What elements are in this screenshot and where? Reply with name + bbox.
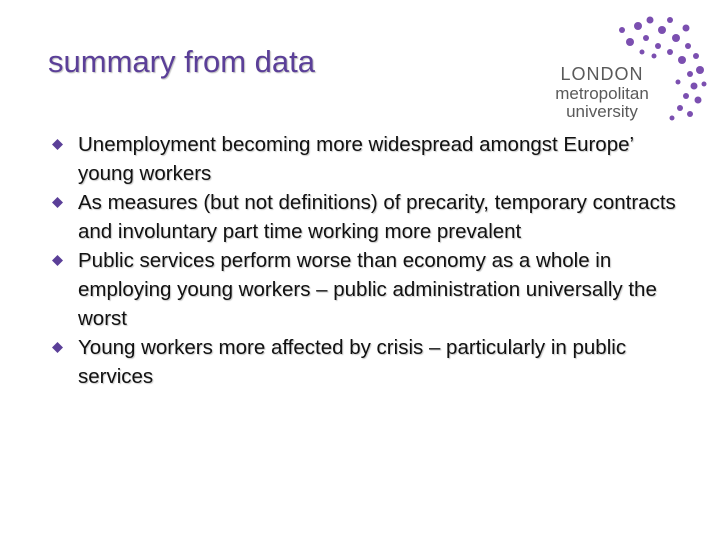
bullet-item [50,130,690,188]
bullet-text: As measures (but not definitions) of precarity, temporary contracts and involuntary part time working more prevalent [78,191,676,243]
bullet-text: Young workers more affected by crisis – particularly in public services [78,336,627,388]
logo-line-metropolitan: metropolitan [555,84,649,103]
slide-title: summary from data [48,44,316,79]
diamond-bullet-icon [52,255,63,266]
bullet-text: Public services perform worse than economy as a whole in employing young workers – public administration universally the worst [78,249,657,330]
logo-line-london: LONDON [560,64,644,84]
logo-line-university: university [566,102,638,121]
diamond-bullet-icon [52,139,63,150]
diamond-bullet-icon [52,342,63,353]
bullet-item [50,333,690,391]
bullet-text: Unemployment becoming more widespread amongst Europe’ young workers [78,133,634,185]
bullet-item [50,246,690,333]
bullet-item [50,188,690,246]
diamond-bullet-icon [52,197,63,208]
bullet-list [50,130,690,391]
london-metropolitan-university-logo [530,12,710,130]
